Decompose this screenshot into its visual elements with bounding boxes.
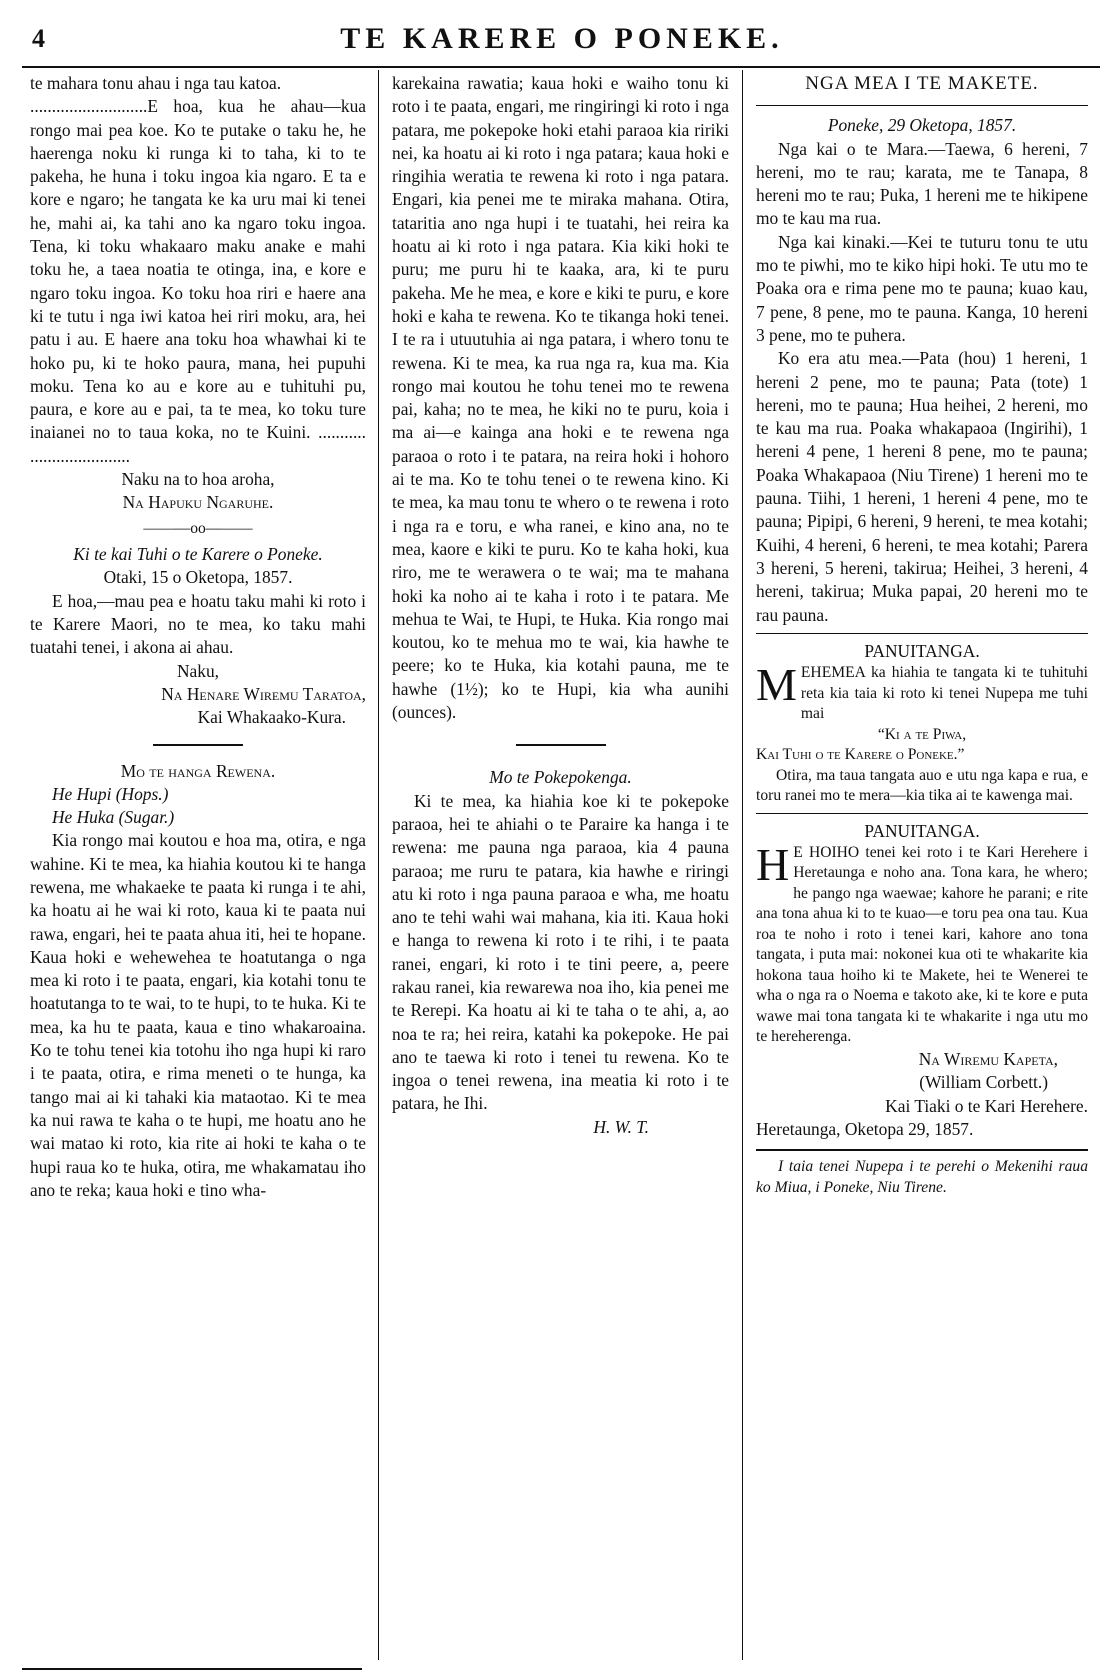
- column-1: [30, 72, 366, 1202]
- letter-place-date: Otaki, 15 o Oketopa, 1857.: [103, 567, 293, 588]
- recipe-item-hops: He Hupi (Hops.): [52, 783, 169, 804]
- signature-name: Na Hapuku Ngaruhe.: [122, 492, 274, 513]
- notice-2-signature-title: Kai Tiaki o te Kari Herehere.: [885, 1095, 1088, 1116]
- notice-2-body: E HOIHO tenei kei roto i te Kari Herehere i Heretaunga e noho ana. Tona kara, he whero; he pango nga waewae; kahore he parani; e rite ana tona ahua ki to te kuao—e toru pea ona tau. Kua roa te noho i roto i tenei kari, kahore ano tona tangata, i puta mai: nokonei kua oti te whakarite kia hokona taua hoiho ki te Makete, hei te Wenerei te wha o nga ra o Noema e takoto ake, ki te kore e puta wawe mai tona tangata ki te whakarite i nga utu mo te hereherenga.: [756, 843, 1088, 1046]
- recipe-body: Kia rongo mai koutou e hoa ma, otira, e nga wahine. Ki te mea, ka hiahia koutou ki te hanga rewena, me whakaeke te paata ki runga i te ahi, ka hoatu ai he wai ki roto, kaua ki te paata nui rawa, engari, hei te paata ahua iti, hei te hopane. Kaua hoki e wehewehea te hoatutanga o nga mea ki roto i te paata, engari, kia kotahi tonu te hoatutanga to te wai, to te hupi, to te huka. Ki te mea, ka hu te paata, kaua e tino whakaroaina. Ko te tohu tenei kia totohu iho nga hupi ki raro i te paata, otira, e rima meneti o te hunga, ka tango mai ai ki tahaki kia mataotao. Ki te mea ka nui rawa te kaha o te hupi, me hoatu ano he wai matao ki roto, kia rite ai hoki te kaha o te hupi raua ko te huka, otira, me whakamatau iho ano te reka; kaua hoki e tino wha-: [30, 830, 366, 1200]
- notice-1-body-2: Otira, ma taua tangata auo e utu nga kapa e rua, e toru ranei mo te mera—kia tika ai te kawenga mai.: [756, 766, 1088, 805]
- kneading-heading: Mo te Pokepokenga.: [489, 767, 632, 788]
- market-meats: Nga kai kinaki.—Kei te tuturu tonu te utu mo te piwhi, mo te kiko hipi hoki. Te utu mo te Poaka ora e rima pene mo te pauna; kuao kau, 7 pene, 8 pene, mo te pauna. Kanga, 10 hereni 3 pene, mo te puhera.: [756, 231, 1088, 345]
- notice-2-signature: Na Wiremu Kapeta,: [918, 1048, 1058, 1069]
- signature-line-2: Naku,: [176, 660, 220, 681]
- recipe-continuation: karekaina rawatia; kaua hoki e waiho tonu ki roto i te paata, engari, me ringiringi ki roto i nga patara, me pokepoke hoki etahi paraoa kia ririki nei, ka hoatu ai ki roto i nga patara; kaua hoki e ringihia weratia te rewena ki roto i nga patara. Engari, kia penei me te miraka mahana. Otira, tataritia ano nga hupi i te tuatahi, hei reira ka hoatu ai ki roto i nga patara. Kia kiki hoki te puru; me puru hi te kaaka, ara, ki te puru pakeha. Me he mea, e kore e kiki te puru, e kore hoki e kaha te rewena. Ko te tikanga hoki tenei. I te ra i utuutuhia ai nga patara, i whero tonu te rewena. Ki te mea, ka rua nga ra, kua ma. Kia rongo mai koutou he tohu tenei mo te rewena pai, kaha; no te mea, he kiki no te puru, koia i ma ai—e kainga ana hoki e te rewena nga paraoa o roto i te patara, na reira hoki i hohoro ai te ma. Ko te tohu tenei o te rewena kino. Ki te mea, ka mau tonu te whero o te rewena i roto i nga ra e toru, e wha ranei, e kino ana, no te mea, kaore e kiki te puru. Ko te kaha hoki, kua riro, me te werawera o te wai; ma te mahana hoki ka noho ai te kaha i roto i te patara. Me mehua te Wai, te Hupi, te Huka. Kia rongo mai koutou, ko te mehua mo te wai, kia hawhe te peere; ko te Huka, kia kotahi pauna, me te hawhe (1½); ko te Hupi, kia wha aunihi (ounces).: [392, 73, 729, 723]
- newspaper-title: TE KARERE O PONEKE.: [340, 22, 784, 55]
- separator-rule: [153, 744, 243, 746]
- notice-1-body: EHEMEA ka hiahia te tangata ki te tuhituhi reta kia taia ki roto ki tenei Nupepa me tuhi mai: [800, 664, 1088, 723]
- drop-cap-m: M: [756, 659, 797, 711]
- column-2: [392, 72, 729, 1139]
- column-3: [756, 72, 1088, 1198]
- section-divider: ———oo———: [143, 519, 253, 537]
- drop-cap-h: H: [756, 838, 790, 890]
- market-other-goods: Ko era atu mea.—Pata (hou) 1 hereni, 1 hereni 2 pene, mo te pauna; Pata (tote) 1 hereni, mo te pauna; Hua heihei, 2 hereni, mo te kau ma rua. Poaka whakapaoa (Ingirihi), 1 hereni 4 pene, 1 hereni 8 pene, mo te pauna; Poaka Whakapaoa (Niu Tirene) 1 hereni mo te pauna. Tiihi, 1 hereni, 1 hereni 4 pene, mo te pauna; Pipipi, 6 hereni, 9 hereni, te mea kotahi; Kuihi, 4 hereni, 6 hereni, te mea kotahi; Parera 3 hereni, 5 hereni, takirua; Heihei, 3 hereni, 4 hereni, takirua; Muka papai, 20 hereni mo te rau pauna.: [756, 348, 1088, 625]
- header-rule: [22, 66, 1100, 68]
- column-rule-1: [378, 70, 379, 1660]
- letter-heading: Ki te kai Tuhi o te Karere o Poneke.: [73, 544, 323, 565]
- notice-2-signature-english: (William Corbett.): [919, 1072, 1048, 1093]
- letter-continuation: te mahara tonu ahau i nga tau katoa.: [30, 73, 282, 93]
- letter-body-2: E hoa,—mau pea e hoatu taku mahi ki roto i te Karere Maori, no te mea, ko taku mahi tuatahi tenei, i akona ai ahau.: [30, 590, 366, 658]
- market-rule: [756, 105, 1088, 106]
- signature-line: Naku na to hoa aroha,: [121, 469, 275, 490]
- recipe-item-sugar: He Huka (Sugar.): [52, 807, 175, 828]
- notice-heading-2: PANUITANGA.: [864, 820, 980, 841]
- kneading-body: Ki te mea, ka hiahia koe ki te pokepoke paraoa, hei te ahiahi o te Paraire ka hanga i te rewena: me pauna nga paraoa, kia 4 pauna paraoa; me ruru te patara, kia hawhe e riringi atu ki roto i nga pauna paraoa e wha, me hoatu ano te tehi wahi wai mahana, kia iti. Kaua hoki e hanga to rewena ki roto i te rihi, i te paata ranei, engari, ki roto i te tini peere, a, peere rakau ranei, kia rewarewa noa iho, kia penei me te Rerepi. Ka hoatu ai ki te taha o te ahi, a, ao noa te ra; hei reira, katahi ka pokepoke. He pai ano te taewa ki roto i tenei tu rewena. Ko te ingoa o tenei rewena, ina meatia ki roto i te patara, he Ihi.: [392, 790, 729, 1114]
- signature-name-2: Na Henare Wiremu Taratoa,: [161, 683, 366, 704]
- notice-2: [756, 838, 1088, 1048]
- letter-body: ...........................E hoa, kua he ahau—kua rongo mai pea koe. Ko te putake o taku he, he haerenga noku ki runga ki to taha, ki to te pakeha, he huna i toku ingoa kia ngaro. E ta e kore e ngaro; he tangata ke ka uru mai ki tenei he, mahi ai, ka tahi ano ka ngaro toku ingoa. Tena, ki toku whakaaro maku anake e mahi toku he, a taea noatia te otinga, ina, e kore e ngaro toku ingoa. Ko toku hoa riri e haere ana ki te tutu i nga iwi katoa hei riri moku, ara, hei patu i au. E haere ana toku hoa whawhai ki te hoko pu, ki te hoko paura, mana, hei pupuhi moku. Tena ko au e kore au e tuhituhi pu, paura, e kore au e pai, ta te mea, ko toku ture inaianei no to taua koka, no te Kuini. ........... .......................: [30, 96, 366, 466]
- recipe-heading: Mo te hanga Rewena.: [120, 760, 276, 781]
- page-header: [22, 20, 1102, 60]
- notice-1: [756, 659, 1088, 807]
- market-heading: NGA MEA I TE MAKETE.: [805, 73, 1039, 94]
- market-garden-produce: Nga kai o te Mara.—Taewa, 6 hereni, 7 hereni, mo te rau; karata, me te Tanapa, 8 hereni mo te rau; Puka, 1 hereni me te hikipene mo te kau ma rua.: [756, 138, 1088, 229]
- column-rule-2: [742, 70, 743, 1660]
- notice-2-place-date: Heretaunga, Oketopa 29, 1857.: [756, 1118, 974, 1139]
- notice-heading-1: PANUITANGA.: [864, 640, 980, 661]
- separator-rule-2: [516, 744, 606, 746]
- notice-1-address-1: “Ki a te Piwa,: [877, 725, 967, 743]
- printer-rule: [756, 1149, 1088, 1151]
- notice-rule-1: [756, 633, 1088, 634]
- page-number: 4: [32, 24, 45, 53]
- bottom-rule: [22, 1668, 362, 1670]
- market-date: Poneke, 29 Oketopa, 1857.: [827, 115, 1017, 136]
- notice-1-address-2: Kai Tuhi o te Karere o Poneke.”: [756, 746, 965, 764]
- notice-rule-2: [756, 813, 1088, 814]
- signature-title-2: Kai Whakaako-Kura.: [197, 707, 346, 728]
- article-signature: H. W. T.: [593, 1116, 649, 1137]
- printer-imprint: I taia tenei Nupepa i te perehi o Mekenihi raua ko Miua, i Poneke, Niu Tirene.: [756, 1158, 1088, 1196]
